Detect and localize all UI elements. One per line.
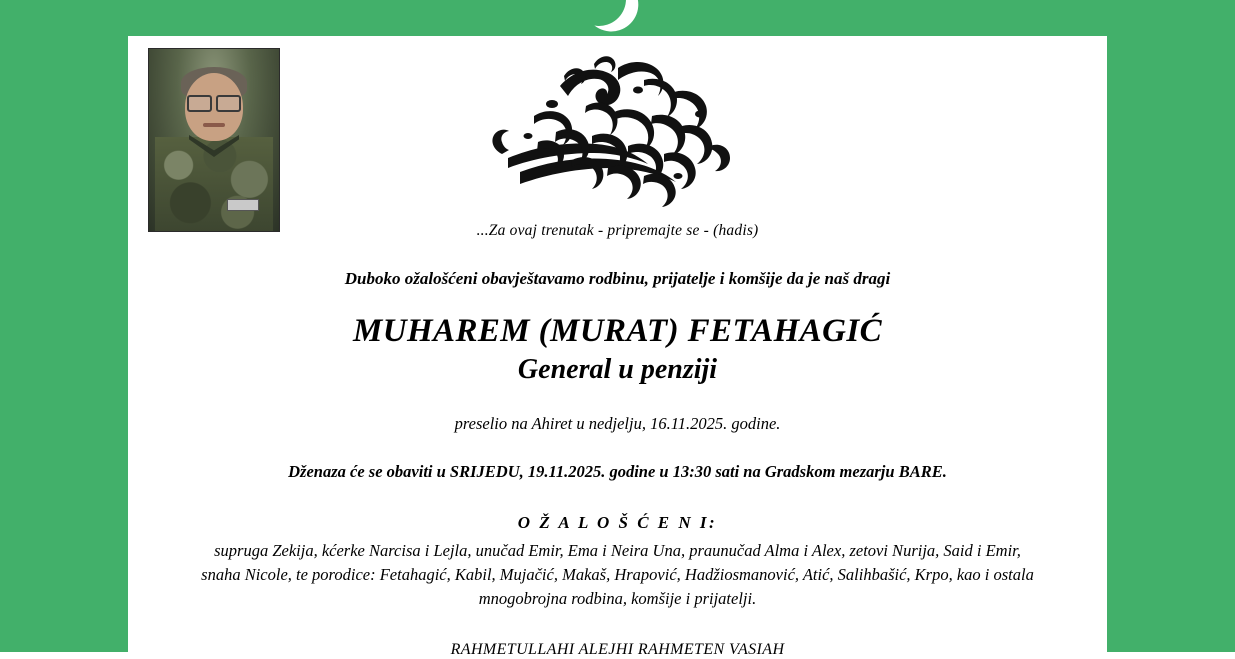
funeral-details-line: Dženaza će se obaviti u SRIJEDU, 19.11.2025. godine u 13:30 sati na Gradskom mezarju BARE.: [288, 462, 947, 481]
photo-name-tag: [227, 199, 259, 211]
closing-prayer: RAHMETULLAHI ALEJHI RAHMETEN VASIAH: [450, 640, 785, 658]
mourners-heading: O Ž A L O Š Ć E N I:: [517, 513, 718, 532]
crescent-moon-icon: [565, 0, 633, 33]
mourners-line-3: mnogobrojna rodbina, komšije i prijatelji.: [478, 588, 757, 608]
portrait-photo: [148, 48, 280, 232]
arabic-calligraphy-icon: [468, 50, 768, 215]
top-decoration-band: [0, 0, 1235, 34]
mourners-list: [148, 539, 1088, 611]
deceased-rank: General u penziji: [517, 354, 718, 385]
hadith-line: ...Za ovaj trenutak - pripremajte se - (hadis): [476, 222, 759, 239]
photo-mouth: [203, 123, 225, 127]
glasses-icon: [187, 95, 241, 109]
obituary-card: [128, 36, 1107, 658]
obituary-text: [128, 222, 1107, 659]
mourners-line-1: supruga Zekija, kćerke Narcisa i Lejla, unučad Emir, Ema i Neira Una, praunučad Alma i Alex, zetovi Nurija, Said i Emir,: [214, 541, 1021, 560]
mourners-line-2: snaha Nicole, te porodice: Fetahagić, Kabil, Mujačić, Makaš, Hrapović, Hadžiosmanović, Atić, Salihbašić, Krpo, kao i ostala: [201, 564, 1034, 584]
intro-line: Duboko ožalošćeni obavještavamo rodbinu, prijatelje i komšije da je naš dragi: [344, 269, 891, 288]
deceased-name: MUHAREM (MURAT) FETAHAGIĆ: [353, 313, 882, 349]
passing-date-line: preselio na Ahiret u nedjelju, 16.11.2025. godine.: [454, 414, 781, 433]
